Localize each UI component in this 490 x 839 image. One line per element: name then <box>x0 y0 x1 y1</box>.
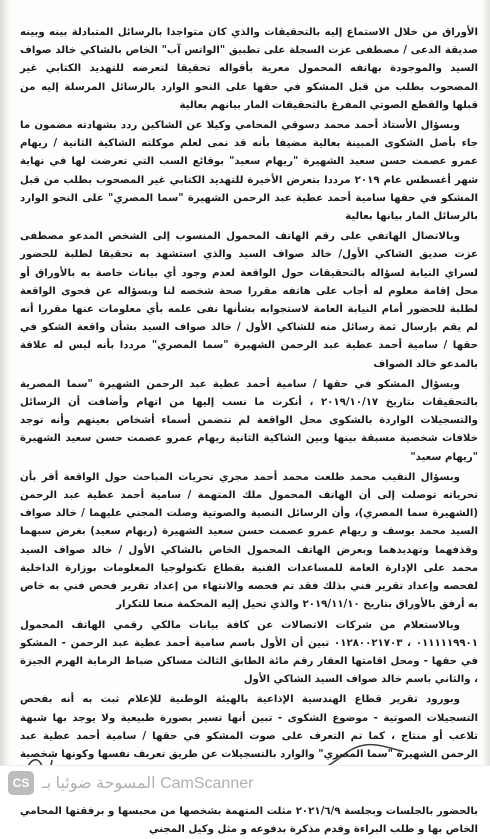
paragraph: وبسؤال الأستاذ أحمد محمد دسوقي المحامي وكيلا عن الشاكين ردد بشهادته مضمون ما جاء بأصل الشكوى المبينة بعالية مضيفا بأنه قد نمى لعلم موكلته الشاكية الثانية / ريهام عمرو عصمت حسن سعيد الشهيرة "ريهام سعيد" بوقائع السب التي تعرضت لها في نهاية شهر أغسطس عام ٢٠١٩ مرددا بتعرض الأخيرة للتهديد الكتابي غير المصحوب بطلب من قبل المشكو في حقها سامية أحمد عطية عبد الرحمن الشهيرة "سما المصري" على النحو الوارد بالرسائل المار بيانها بعالية <box>20 120 478 223</box>
paragraph: وبالاتصال الهاتفي على رقم الهاتف المحمول المنسوب إلى الشخص المدعو مصطفى عزت صديق الشاكي الأول/ خالد صواف السيد والذي استشهد به تحقيقا لطلبة للحضور لسراي النيابة لسؤاله بالتحقيقات حول الواقعة لعدم وجود أي بيانات خاصة به بالأوراق أو محل إقامة معلوم له أجاب على هاتفه مقررا صحة شخصه لنا وبسؤاله عن فحوى الواقعة لطلبة للحضور أمام النيابة العامة لاستجوابه بشأنها نفى علمه بأي معلومات عنها مقررا أنه لم يقم بإرسال ثمة رسائل منه للشاكي الأول / خالد صواف السيد بشأن واقعة الشكو في حقها / سامية أحمد عطية عبد الرحمن الشهيرة "سما المصري" مرددا بأنه ليس له علاقة بالمدعو خالد الصواف <box>20 231 478 370</box>
camscanner-footer <box>0 765 490 800</box>
camscanner-caption: المسوحة ضوئيا بـ CamScanner <box>42 775 254 792</box>
paragraph: وبسؤال المشكو في حقها / سامية أحمد عطية عبد الرحمن الشهيرة "سما المصرية بالتحقيقات بتاريخ ٢٠١٩/١٠/١٧ ، أنكرت ما نسب إليها من اتهام وأضافت أن الرسائل والتسجيلات الواردة بالشكوى محل الواقعة لم تتضمن أسماء أشخاص بعينهم وأنه توجد خلافات شخصية مسبقة بينها وبين الشاكية الثانية ريهام عمرو عصمت حسن سعيد الشهيرة "ريهام سعيد" <box>20 378 478 463</box>
paragraph: بالحضور بالجلسات وبجلسة ٢٠٢١/٦/٩ مثلت المتهمة بشخصها من محبسها و برفقتها المحامي الخاص بها و طلب البراءة وقدم مذكرة بدفوعه و مثل وكيل المجني <box>20 805 478 835</box>
scan-edge-shadow <box>0 0 10 800</box>
camscanner-logo-icon: CS <box>8 771 34 795</box>
paragraph: وبالاستعلام من شركات الاتصالات عن كافة بيانات مالكي رقمي الهاتف المحمول ٠١١١١١٩٩٠١ ، ٠١٢٨٠٠٢١٧٠٣ تبين أن الأول باسم سامية أحمد عطية عبد الرحمن - المشكو في حقها - ومحل اقامتها العقار رقم مائة الطابق الثالث مساكن ضباط الرماية الهرم الجيزة ، والثاني باسم خالد صواف السيد الشاكي الأول <box>20 619 478 686</box>
paragraph: الأوراق من خلال الاستماع إليه بالتحقيقات والذي كان متواجدا بالرسائل المتبادلة بينه وبينه صديقة الدعى / مصطفى عزت السجلة على تطبيق "الواتس آب" الخاص بالشاكي خالد صواف السيد والموجودة بهاتفه المحمول معرية بأقواله تحقيقا لتعرضه للتهديد الكتابي غير المصحوب بطلب من قبل المشكو في حقها على النحو الوارد بالرسائل المرسلة إليه من قبلها والقطع الصوتي المفرغ بالتحقيقات المار بيانهم بعالية <box>20 27 478 111</box>
scan-edge-shadow <box>482 0 490 800</box>
paragraph: وبورود تقرير قطاع الهندسية الإذاعية بالهيئة الوطنية للإعلام ثبت به أنه بفحص التسجيلات الصوتية - موضوع الشكوى - تبين أنها تسير بصورة طبيعية ولا يوجد بها شبهة تلاعب أو منتاج ، كما تم التعرف على صوت المشكو في حقها / سامية أحمد عطية عبد الرحمن الشهيرة "سما المصري" والوارد بالتسجيلات عن طريق تعريف نفسها وكونها شخصية <box>20 694 478 760</box>
paragraph: وبسؤال النقيب محمد طلعت محمد أحمد مجري تحريات المباحث حول الواقعة أقر بأن تحرياته توصلت إلى أن الهاتف المحمول ملك المتهمة / سامية أحمد عطية عبد الرحمن (الشهيرة سما المصري)، وأن الرسائل النصية والصوتية وصلت المجني عليهما / خالد صواف السيد محمد يوسف و ريهام عمرو عصمت حسن سعيد الشهيرة (ريهام سعيد) بغرض سبهما وقذفهما وتهديدهما وبعرض الهاتف المحمول الخاص بالشاكي الأول / خالد صواف السيد محمد على الإدارة العامة للمساعدات الفنية بقطاع تكنولوجيا المعلومات بوزارة الداخلية لفحصه وإعداد تقرير فني بذلك فقد تم فحصه والانتهاء من إعداد تقرير فحص فني به خاص به أرفق بالأوراق بتاريخ ٢٠١٩/١١/١٠ والذي تحيل إليه المحكمة منعا للتكرار <box>20 471 478 611</box>
